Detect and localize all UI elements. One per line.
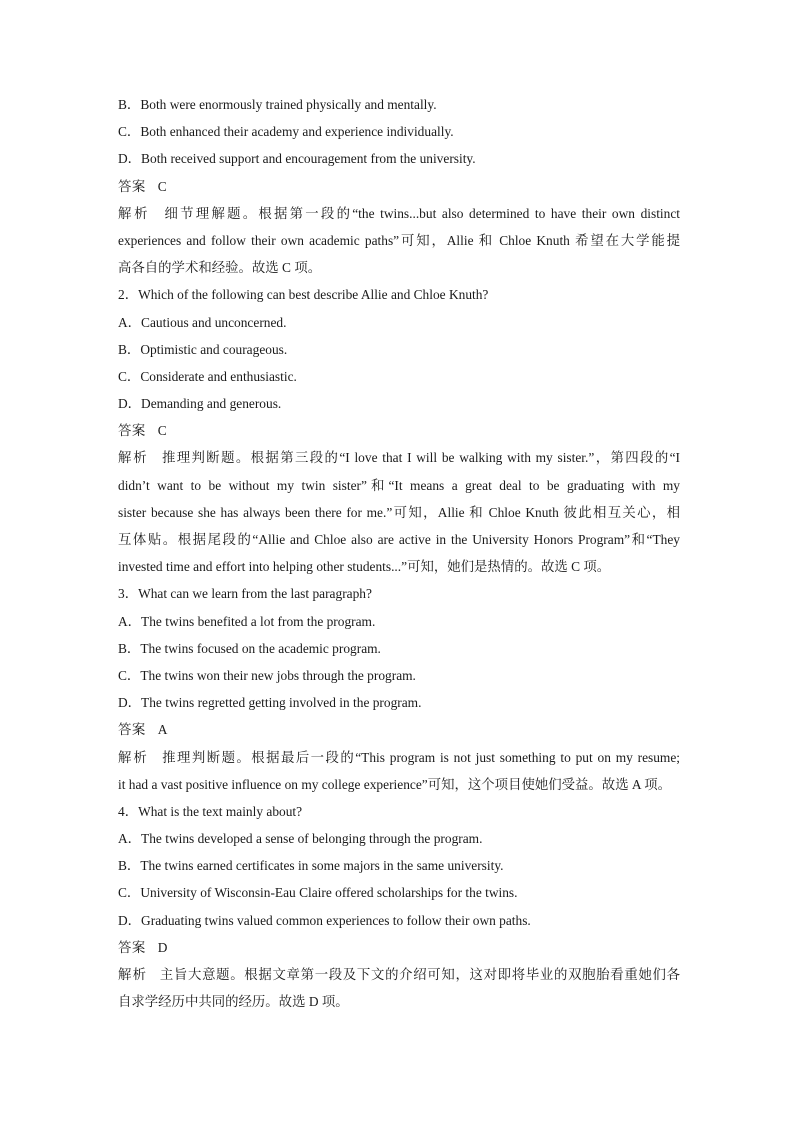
q3-option-c: C．The twins won their new jobs through the program. — [118, 667, 416, 683]
q2-option-d: D．Demanding and generous. — [118, 396, 282, 412]
q1-option-d: D．Both received support and encouragement from the university. — [118, 151, 476, 167]
q3-option-a: A．The twins benefited a lot from the program. — [118, 613, 376, 629]
q2-analysis-line-2: didn’t want to be without my twin sister”和“It means a great deal to be graduating with my — [118, 477, 680, 493]
answer-label: 答案 — [118, 423, 146, 439]
question-1-block — [118, 91, 680, 281]
q2-analysis-line-3: sister because she has always been there for me.”可知，Allie 和 Chloe Knuth 彼此相互关心，相 — [118, 504, 680, 520]
q2-question: 2．Which of the following can best describe Allie and Chloe Knuth? — [118, 287, 489, 303]
q4-option-d: D．Graduating twins valued common experiences to follow their own paths. — [118, 912, 531, 928]
analysis-label: 解析 — [118, 450, 149, 466]
q1-answer — [118, 173, 680, 200]
analysis-text: 推理判断题。根据最后一段的“This program is not just something to put on my resume; — [160, 749, 680, 765]
q2-option-c: C．Considerate and enthusiastic. — [118, 368, 297, 384]
question-2-block — [118, 281, 680, 580]
q4-question: 4．What is the text mainly about? — [118, 803, 303, 819]
answer-label: 答案 — [118, 178, 146, 194]
analysis-label: 解析 — [118, 749, 149, 765]
q2-analysis-line-4: 互体贴。根据尾段的“Allie and Chloe also are active in the University Honors Program”和“They — [118, 532, 680, 547]
answer-value: D — [157, 939, 168, 955]
answer-label: 答案 — [118, 722, 146, 738]
q1-analysis-line-2: experiences and follow their own academic paths”可知，Allie 和 Chloe Knuth 希望在大学能提 — [118, 232, 680, 248]
analysis-text: 推理判断题。根据第三段的“I love that I will be walking with my sister.”，第四段的“I — [160, 450, 680, 466]
answer-value: C — [157, 423, 167, 439]
q2-analysis-line-5: invested time and effort into helping other students...”可知，她们是热情的。故选 C 项。 — [118, 559, 611, 575]
q2-answer — [118, 417, 680, 444]
q4-option-c: C．University of Wisconsin-Eau Claire offered scholarships for the twins. — [118, 885, 518, 901]
q4-answer — [118, 934, 680, 961]
answer-value: A — [157, 722, 168, 738]
q4-option-b: B．The twins earned certificates in some majors in the same university. — [118, 858, 504, 874]
analysis-text: 主旨大意题。根据文章第一段及下文的介绍可知，这对即将毕业的双胞胎看重她们各 — [159, 967, 680, 982]
q3-option-b: B．The twins focused on the academic program. — [118, 640, 381, 656]
analysis-label: 解析 — [118, 205, 151, 221]
q1-analysis-line-1 — [118, 200, 680, 227]
question-3-block — [118, 580, 680, 798]
analysis-label: 解析 — [118, 967, 148, 982]
document-page — [118, 91, 680, 1015]
analysis-text: 细节理解题。根据第一段的“the twins...but also determined to have their own distinct — [162, 205, 680, 221]
q4-analysis-line-2: 自求学经历中共同的经历。故选 D 项。 — [118, 994, 349, 1010]
q2-option-b: B．Optimistic and courageous. — [118, 341, 288, 357]
q3-option-d: D．The twins regretted getting involved in the program. — [118, 695, 422, 711]
q3-answer — [118, 716, 680, 743]
q1-option-b: B．Both were enormously trained physically and mentally. — [118, 97, 437, 112]
q3-question: 3．What can we learn from the last paragraph? — [118, 586, 372, 602]
q1-option-c: C．Both enhanced their academy and experience individually. — [118, 124, 454, 140]
q2-option-a: A．Cautious and unconcerned. — [118, 314, 287, 330]
answer-label: 答案 — [118, 939, 146, 955]
q1-analysis-line-3: 高各自的学术和经验。故选 C 项。 — [118, 260, 322, 276]
q2-analysis-line-1 — [118, 444, 680, 471]
question-4-block — [118, 798, 680, 1016]
q3-analysis-line-1 — [118, 744, 680, 771]
q4-option-a: A．The twins developed a sense of belonging through the program. — [118, 831, 483, 847]
answer-value: C — [157, 178, 167, 194]
q4-analysis-line-1 — [118, 961, 680, 988]
q3-analysis-line-2: it had a vast positive influence on my college experience”可知，这个项目使她们受益。故选 A 项。 — [118, 776, 671, 792]
